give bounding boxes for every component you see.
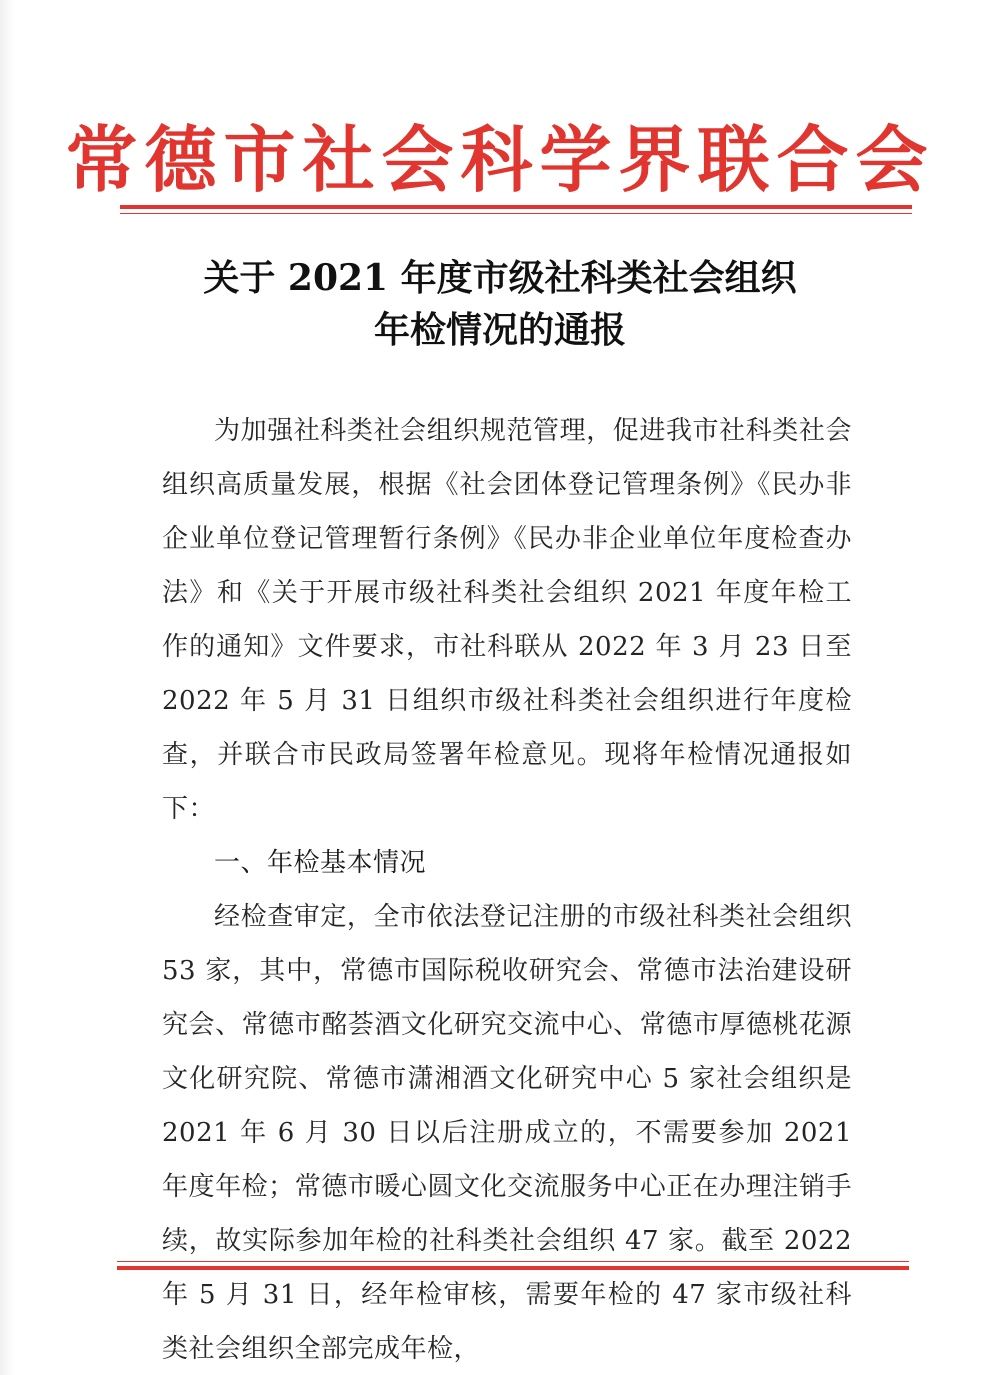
document-title-line-1: 关于 2021 年度市级社科类社会组织 [203,257,797,299]
scan-edge-shadow [0,0,14,1375]
document-title-line-2: 年检情况的通报 [373,309,626,351]
document-title [0,252,1000,356]
letterhead-red-rule-thin [120,213,912,214]
body-paragraph-section-1: 经检查审定，全市依法登记注册的市级社科类社会组织 53 家，其中，常德市国际税收研究会、常德市法治建设研究会、常德市酩荟酒文化研究交流中心、常德市厚德桃花源文化研究院、常德市潇湘酒文化研究中心 5 家社会组织是 2021 年 6 月 30 日以后注册成立的，不需要参加 2021 年度年检；常德市暖心圆文化交流服务中心正在办理注销手续，故实际参加年检的社科类社会组织 47 家。截至 2022 年 5 月 31 日，经年检审核，需要年检的 47 家市级社科类社会组织全部完成年检， [162,902,852,1364]
document-body [162,404,852,1375]
body-paragraph-intro: 为加强社科类社会组织规范管理，促进我市社科类社会组织高质量发展，根据《社会团体登记管理条例》《民办非企业单位登记管理暂行条例》《民办非企业单位年度检查办法》和《关于开展市级社科类社会组织 2021 年度年检工作的通知》文件要求，市社科联从 2022 年 3 月 23 日至 2022 年 5 月 31 日组织市级社科类社会组织进行年度检查，并联合市民政局签署年检意见。现将年检情况通报如下： [162,416,852,824]
section-heading-1: 一、年检基本情况 [214,848,427,878]
footer-red-rule-thin [117,1261,909,1262]
letterhead-red-rule [120,205,912,209]
footer-red-rule [117,1266,909,1270]
letterhead-org-name: 常德市社会科学界联合会 [65,117,935,202]
